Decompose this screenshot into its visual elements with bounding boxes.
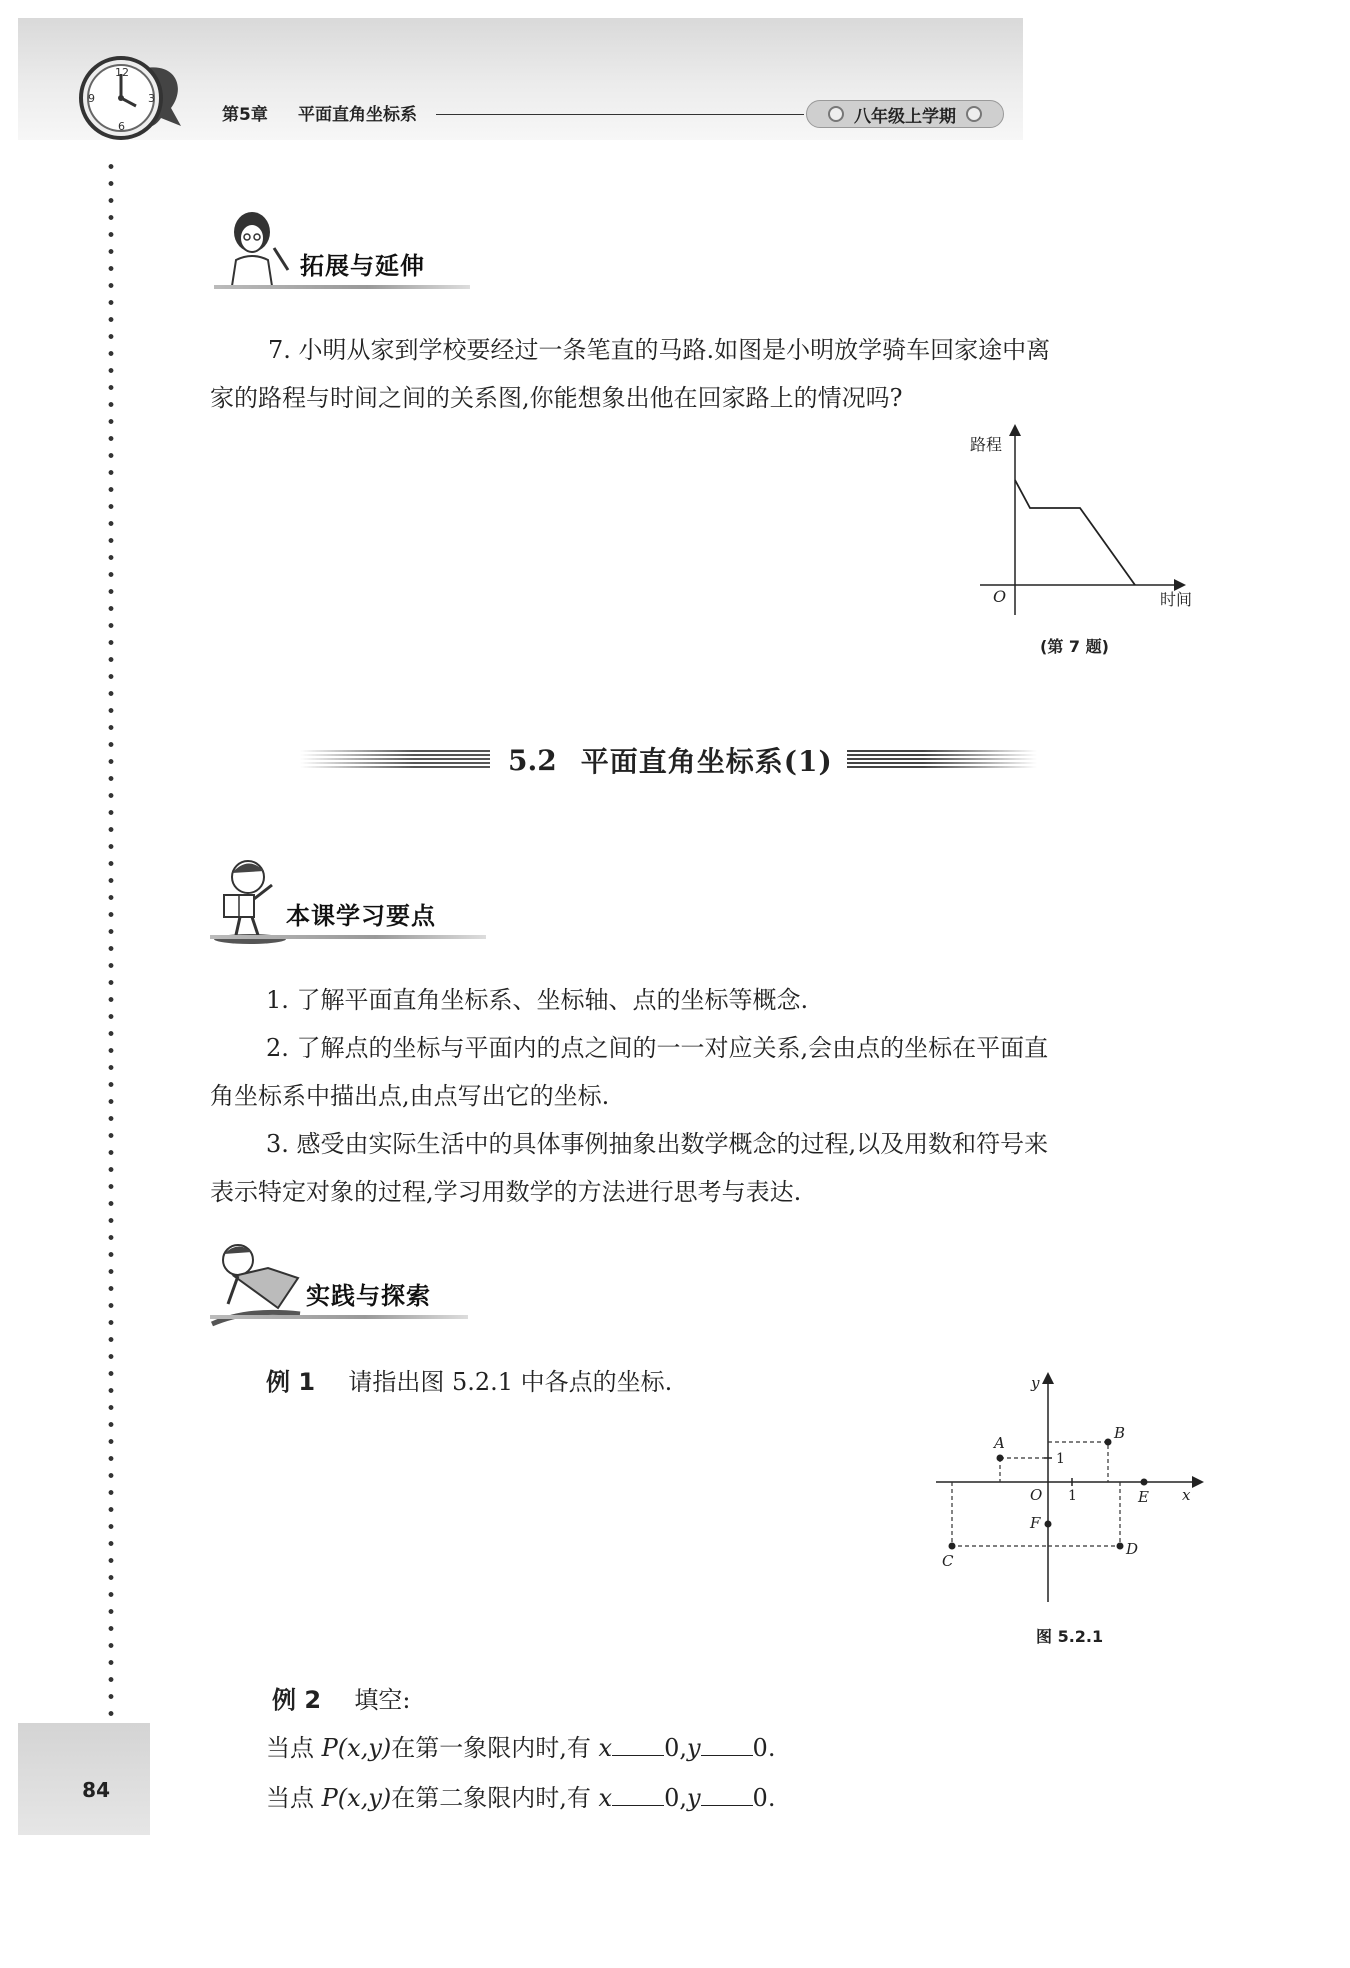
fill2-var-x: x [598,1784,613,1812]
fill1-blank-x[interactable] [612,1729,664,1756]
point-A [997,1455,1004,1462]
point-C-label: C [942,1552,954,1570]
chapter-title: 平面直角坐标系 [298,105,417,125]
header-rule [436,114,804,115]
binding-dotted-line [108,158,114,1718]
question7-line1: 7. 小明从家到学校要经过一条笔直的马路.如图是小明放学骑车回家途中离 [268,336,1051,364]
fill2-mid: 在第二象限内时,有 [391,1784,599,1812]
example2-text: 填空: [354,1686,411,1714]
clock-logo-icon [76,48,186,148]
section-number: 5.2 [508,743,557,777]
key-point-1: 1. 了解平面直角坐标系、坐标轴、点的坐标等概念. [266,986,809,1014]
key-point-3-line2: 表示特定对象的过程,学习用数学的方法进行思考与表达. [210,1178,802,1206]
tick-label-x-1: 1 [1068,1488,1077,1504]
figure-caption: 图 5.2.1 [1036,1627,1104,1646]
pill-left-dot [828,106,844,122]
fill2-zero-x: 0 [664,1784,680,1812]
point-D-label: D [1126,1540,1139,1558]
graph-caption: (第 7 题) [1040,637,1109,656]
fill1-var-x: x [598,1734,613,1762]
tick-label-y-1: 1 [1056,1451,1065,1467]
fill2-comma: , [679,1784,687,1812]
point-B [1105,1439,1112,1446]
page-number: 84 [82,1778,110,1802]
key-points-heading: 本课学习要点 [286,902,436,930]
question7-line2: 家的路程与时间之间的关系图,你能想象出他在回家路上的情况吗? [210,384,903,412]
point-E-label: E [1138,1488,1149,1506]
point-E [1141,1479,1148,1486]
fill1-comma: , [679,1734,687,1762]
fill1-var-y: y [686,1734,701,1762]
extension-heading-underline [214,285,470,289]
fill1-prefix: 当点 [266,1734,322,1762]
point-F [1045,1521,1052,1528]
fill2-period: . [767,1784,776,1812]
svg-text:3: 3 [148,92,155,105]
coordinate-figure-5-2-1 [930,1370,1210,1610]
fill1-point: P(x,y) [321,1734,392,1762]
svg-text:12: 12 [115,66,129,79]
extension-heading: 拓展与延伸 [300,252,425,280]
fill1-zero-y: 0 [752,1734,768,1762]
fill2-blank-x[interactable] [612,1779,664,1806]
teacher-figure-icon [212,208,292,288]
fill1-mid: 在第一象限内时,有 [391,1734,599,1762]
fill2-prefix: 当点 [266,1784,322,1812]
fill2-zero-y: 0 [752,1784,768,1812]
chapter-label: 第5章 [222,105,268,125]
fill-line-1 [266,1724,775,1772]
fill2-point: P(x,y) [321,1784,392,1812]
practice-heading-underline [210,1315,468,1319]
pill-right-dot [966,106,982,122]
example1 [266,1358,672,1406]
example2 [272,1676,410,1724]
example2-label: 例 2 [272,1686,322,1714]
grade-badge [806,100,1004,128]
point-A-label: A [994,1434,1005,1452]
graph-y-label: 路程 [970,435,1003,454]
practice-heading: 实践与探索 [306,1282,431,1310]
fill1-period: . [767,1734,776,1762]
fill1-zero-x: 0 [664,1734,680,1762]
figure-x-label: x [1182,1486,1191,1504]
section-title: 平面直角坐标系(1) [580,745,833,778]
graph-journey-line [1015,480,1135,585]
example1-text: 请指出图 5.2.1 中各点的坐标. [348,1368,673,1396]
fill1-blank-y[interactable] [701,1729,753,1756]
fill2-var-y: y [686,1784,701,1812]
heading-right-stripes [847,750,1037,770]
point-F-label: F [1030,1514,1041,1532]
heading-left-stripes [300,750,490,770]
graph-x-label: 时间 [1160,590,1193,609]
svg-text:6: 6 [118,120,125,133]
key-point-3-line1: 3. 感受由实际生活中的具体事例抽象出数学概念的过程,以及用数和符号来 [266,1130,1049,1158]
fill-line-2 [266,1774,775,1822]
figure-origin-label: O [1030,1486,1043,1504]
point-C [949,1543,956,1550]
key-points-heading-underline [210,935,486,939]
student-reading-icon [210,855,290,945]
point-D [1117,1543,1124,1550]
key-point-2-line2: 角坐标系中描出点,由点写出它的坐标. [210,1082,610,1110]
graph-origin-label: O [993,587,1007,606]
point-B-label: B [1114,1424,1126,1442]
grade-label: 八年级上学期 [854,106,956,127]
figure-y-label: y [1031,1374,1040,1392]
svg-text:9: 9 [88,92,95,105]
fill2-blank-y[interactable] [701,1779,753,1806]
distance-time-graph [960,420,1200,620]
section-heading-5-2 [300,735,1100,785]
key-point-2-line1: 2. 了解点的坐标与平面内的点之间的一一对应关系,会由点的坐标在平面直 [266,1034,1049,1062]
example1-label: 例 1 [266,1368,316,1396]
